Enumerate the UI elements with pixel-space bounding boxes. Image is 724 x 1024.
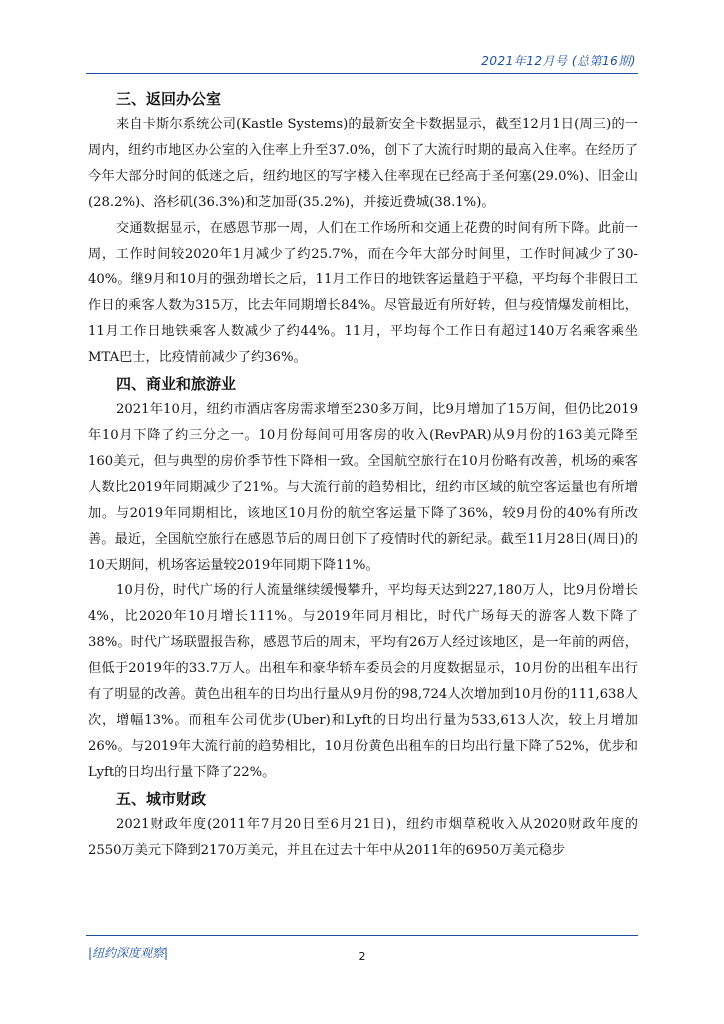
paragraph: 2021财政年度(2011年7月20日至6月21日)，纽约市烟草税收入从2020财政年度的2550万美元下降到2170万美元，并且在过去十年中从2011年的6950万美元稳步: [88, 816, 638, 858]
issue-label: 2021年12月号 (总第16期): [481, 54, 636, 68]
section-city-finance: [88, 786, 638, 864]
paragraph: 2021年10月，纽约市酒店客房需求增至230多万间，比9月增加了15万间，但仍比2019年10月下降了约三分之一。10月份每间可用客房的收入(RevPAR)从9月份的163美元降至160美元，但与典型的房价季节性下降相一致。全国航空旅行在10月份略有改善，机场的乘客人数比2019年同期减少了21%。与大流行前的趋势相比，纽约市区域的航空客运量也有所增加。与2019年同期相比，该地区10月份的航空客运量下降了36%，较9月份的40%有所改善。最近，全国航空旅行在感恩节后的周日创下了疫情时代的新纪录。截至11月28日(周日)的10天期间，机场客运量较2019年同期下降11%。: [88, 402, 638, 573]
publication-name: |纽约深度观察|: [88, 946, 169, 960]
document-body: [88, 86, 638, 863]
paragraph: 交通数据显示，在感恩节那一周，人们在工作场所和交通上花费的时间有所下降。此前一周，工作时间较2020年1月减少了约25.7%，而在今年大部分时间里，工作时间减少了30-40%。继9月和10月的强劲增长之后，11月工作日的地铁客运量趋于平稳，平均每个非假日工作日的乘客人数为315万，比去年同期增长84%。尽管最近有所好转，但与疫情爆发前相比，11月工作日地铁乘客人数减少了约44%。11月，平均每个工作日有超过140万名乘客乘坐MTA巴士，比疫情前减少了约36%。: [88, 220, 638, 366]
section-heading: 四、商业和旅游业: [116, 375, 237, 394]
section-business-tourism: [88, 371, 638, 786]
paragraph: 10月份，时代广场的行人流量继续缓慢攀升，平均每天达到227,180万人，比9月份增长4%，比2020年10月增长111%。与2019年同月相比，时代广场每天的游客人数下降了38%。时代广场联盟报告称，感恩节后的周末，平均有26万人经过该地区，是一年前的两倍，但低于2019年的33.7万人。出租车和豪华轿车委员会的月度数据显示，10月份的出租车出行有了明显的改善。黄色出租车的日均出行量从9月份的98,724人次增加到10月份的111,638人次，增幅13%。而租车公司优步(Uber)和Lyft的日均出行量为533,613人次，较上月增加26%。与2019年大流行前的趋势相比，10月份黄色出租车的日均出行量下降了52%，优步和Lyft的日均出行量下降了22%。: [88, 583, 638, 780]
section-return-to-office: [88, 86, 638, 371]
footer-rule: [86, 935, 638, 936]
page-number: 2: [358, 950, 366, 963]
section-heading: 三、返回办公室: [116, 90, 222, 108]
paragraph: 来自卡斯尔系统公司(Kastle Systems)的最新安全卡数据显示，截至12月1日(周三)的一周内，纽约市地区办公室的入住率上升至37.0%，创下了大流行时期的最高入住率。在经历了今年大部分时间的低迷之后，纽约地区的写字楼入住率现在已经高于圣何塞(29.0%)、旧金山(28.2%)、洛杉矶(36.3%)和芝加哥(35.2%)，并接近费城(38.1%)。: [88, 117, 638, 210]
header-rule: [86, 73, 638, 74]
section-heading: 五、城市财政: [116, 789, 207, 808]
